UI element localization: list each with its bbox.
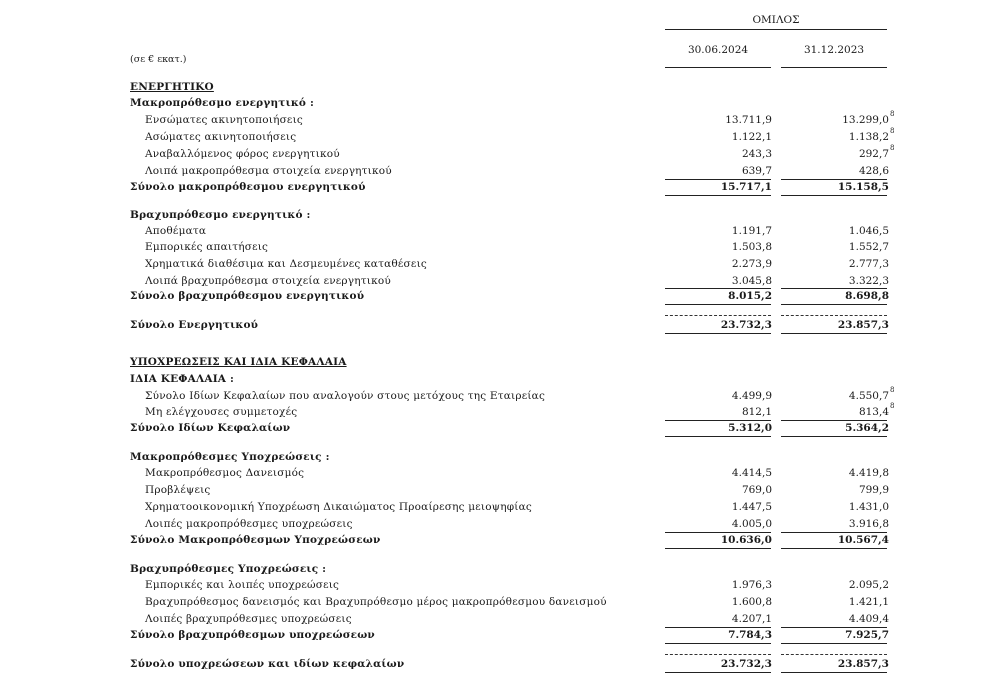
row-label: Εμπορικές και λοιπές υποχρεώσεις [145,579,340,591]
value-2024: 23.732,3 [720,658,772,670]
row-label: Σύνολο Ενεργητικού [130,319,259,331]
line-item-row [0,257,1000,271]
line-item-row [0,578,1000,592]
value-2024: 1.447,5 [731,501,772,513]
total-rule [665,643,771,644]
column-header-rule-2024 [665,67,771,68]
sub-row [0,208,1000,222]
grand-total-bottom-rule [665,672,771,673]
value-2023: 10.567,4 [837,534,889,546]
value-2023: 4.550,7 [848,390,889,402]
sub-row [0,562,1000,576]
total-rule [665,436,771,437]
row-label: ΥΠΟΧΡΕΩΣΕΙΣ ΚΑΙ ΙΔΙΑ ΚΕΦΑΛΑΙΑ [130,356,347,368]
line-item-row [0,402,1000,419]
value-2023: 799,9 [858,484,889,496]
total-rule [665,548,771,549]
line-item-row [0,466,1000,480]
value-2023: 292,7 [858,148,889,160]
line-item-row [0,483,1000,497]
row-label: Σύνολο Ιδίων Κεφαλαίων [130,422,291,434]
value-2024: 812,1 [741,406,772,418]
value-2023: 3.916,8 [848,518,889,530]
row-label: Εμπορικές απαιτήσεις [145,241,269,253]
subtotal-top-rule [781,179,887,180]
total-row [0,533,1000,547]
value-2024: 10.636,0 [720,534,772,546]
value-2023: 15.158,5 [837,181,889,193]
row-label: Λοιπά μακροπρόθεσμα στοιχεία ενεργητικού [145,165,392,177]
note-ref: 8 [890,110,895,118]
grand-total-top-rule [665,315,771,316]
row-label: Ασώματες ακινητοποιήσεις [145,131,297,143]
value-2023: 7.925,7 [845,629,889,641]
row-label: Σύνολο Ιδίων Κεφαλαίων που αναλογούν στους μετόχους της Εταιρείας [145,390,546,402]
grand-total-top-rule [665,654,771,655]
sub-row [0,96,1000,110]
value-2023: 23.857,3 [837,658,889,670]
grand-total-bottom-rule [781,672,887,673]
subtotal-top-rule [781,420,887,421]
line-item-row [0,517,1000,531]
subtotal-top-rule [781,288,887,289]
value-2024: 1.976,3 [731,579,772,591]
subtotal-top-rule [665,288,771,289]
value-2024: 1.122,1 [731,131,772,143]
subtotal-top-rule [665,179,771,180]
total-rule [665,304,771,305]
row-label: Μη ελέγχουσες συμμετοχές [145,406,298,418]
line-item-row [0,110,1000,127]
value-2024: 4.005,0 [731,518,772,530]
line-item-row [0,386,1000,403]
sub-row [0,372,1000,386]
subtotal-top-rule [665,420,771,421]
subtotal-top-rule [665,627,771,628]
total-row [0,180,1000,194]
value-2023: 13.299,0 [842,114,889,126]
row-label: Μακροπρόθεσμος Δανεισμός [145,467,305,479]
note-ref: 8 [890,144,895,152]
line-item-row [0,164,1000,178]
subtotal-top-rule [781,627,887,628]
row-label: Βραχυπρόθεσμες Υποχρεώσεις : [130,563,327,575]
grand-total-bottom-rule [781,333,887,334]
line-item-row [0,274,1000,288]
line-item-row [0,144,1000,161]
value-2024: 7.784,3 [728,629,772,641]
note-ref: 8 [890,402,895,410]
note-ref: 8 [890,386,895,394]
value-2024: 2.273,9 [731,258,772,270]
row-label: Σύνολο υποχρεώσεων και ιδίων κεφαλαίων [130,658,405,670]
value-2023: 3.322,3 [848,275,889,287]
line-item-row [0,240,1000,254]
value-2024: 243,3 [741,148,772,160]
value-2024: 639,7 [741,165,772,177]
total-rule [781,436,887,437]
row-label: ΕΝΕΡΓΗΤΙΚΟ [130,81,214,93]
row-label: Σύνολο μακροπρόθεσμου ενεργητικού [130,181,366,193]
value-2023: 813,4 [858,406,889,418]
value-2023: 23.857,3 [837,319,889,331]
value-2023: 2.095,2 [848,579,889,591]
row-label: Χρηματοοικονομική Υποχρέωση Δικαιώματος Προαίρεσης μειοψηφίας [145,501,532,513]
value-2024: 3.045,8 [731,275,772,287]
row-label: Σύνολο βραχυπρόθεσμων υποχρεώσεων [130,629,375,641]
column-header-2024: 30.06.2024 [687,44,749,56]
value-2023: 1.046,5 [848,225,889,237]
row-label: Σύνολο Μακροπρόθεσμων Υποχρεώσεων [130,534,381,546]
grand-total-bottom-rule [665,333,771,334]
value-2023: 4.409,4 [848,613,889,625]
row-label: Σύνολο βραχυπρόθεσμου ενεργητικού [130,290,365,302]
heading-row [0,355,1000,369]
total-row [0,628,1000,642]
value-2024: 4.414,5 [731,467,772,479]
note-ref: 8 [890,127,895,135]
total-row [0,421,1000,435]
total-rule [781,304,887,305]
total-rule [781,548,887,549]
row-label: Μακροπρόθεσμες Υποχρεώσεις : [130,451,330,463]
group-header-rule [665,29,887,30]
grand-total-top-rule [781,654,887,655]
value-2024: 4.499,9 [731,390,772,402]
value-2024: 5.312,0 [728,422,772,434]
value-2023: 8.698,8 [845,290,889,302]
row-label: Αναβαλλόμενος φόρος ενεργητικού [145,148,340,160]
total-rule [781,195,887,196]
value-2023: 5.364,2 [845,422,889,434]
row-label: Μακροπρόθεσμο ενεργητικό : [130,97,315,109]
row-label: Λοιπά βραχυπρόθεσμα στοιχεία ενεργητικού [145,275,391,287]
subtotal-top-rule [665,532,771,533]
line-item-row [0,224,1000,238]
row-label: Βραχυπρόθεσμος δανεισμός και Βραχυπρόθεσμο μέρος μακροπρόθεσμου δανεισμού [145,596,607,608]
unit-label: (σε € εκατ.) [130,54,187,65]
value-2023: 428,6 [858,165,889,177]
row-label: Λοιπές μακροπρόθεσμες υποχρεώσεις [145,518,353,530]
column-header-2023: 31.12.2023 [803,44,865,56]
value-2024: 1.600,8 [731,596,772,608]
row-label: Ενσώματες ακινητοποιήσεις [145,114,303,126]
line-item-row [0,500,1000,514]
subtotal-top-rule [781,532,887,533]
row-label: ΙΔΙΑ ΚΕΦΑΛΑΙΑ : [130,373,235,385]
value-2024: 769,0 [741,484,772,496]
value-2023: 1.138,2 [848,131,889,143]
sub-row [0,450,1000,464]
line-item-row [0,595,1000,609]
row-label: Λοιπές βραχυπρόθεσμες υποχρεώσεις [145,613,352,625]
value-2024: 4.207,1 [731,613,772,625]
total-rule [665,195,771,196]
line-item-row [0,127,1000,144]
row-label: Προβλέψεις [145,484,211,496]
total-row [0,289,1000,303]
value-2024: 13.711,9 [725,114,772,126]
grand-total-top-rule [781,315,887,316]
row-label: Αποθέματα [145,225,207,237]
total-row [0,657,1000,671]
value-2024: 8.015,2 [728,290,772,302]
total-row [0,318,1000,332]
value-2023: 1.421,1 [848,596,889,608]
value-2024: 1.191,7 [731,225,772,237]
value-2023: 1.431,0 [848,501,889,513]
value-2024: 23.732,3 [720,319,772,331]
row-label: Βραχυπρόθεσμο ενεργητικό : [130,209,311,221]
group-header: ΟΜΙΛΟΣ [752,14,800,26]
line-item-row [0,612,1000,626]
value-2023: 4.419,8 [848,467,889,479]
value-2023: 1.552,7 [848,241,889,253]
column-header-rule-2023 [781,67,887,68]
row-label: Χρηματικά διαθέσιμα και Δεσμευμένες καταθέσεις [145,258,427,270]
heading-row [0,80,1000,94]
value-2024: 15.717,1 [720,181,772,193]
value-2023: 2.777,3 [848,258,889,270]
total-rule [781,643,887,644]
value-2024: 1.503,8 [731,241,772,253]
